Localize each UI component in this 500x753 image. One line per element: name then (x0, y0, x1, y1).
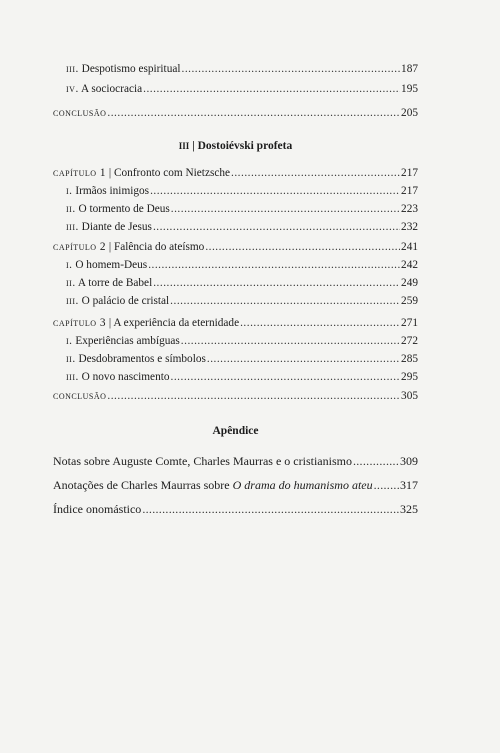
dot-leader (153, 220, 400, 235)
section-title: O palácio de cristal (81, 295, 170, 307)
page-number: 325 (400, 502, 418, 516)
toc-entry[interactable] (53, 202, 418, 217)
page-number: 285 (401, 353, 418, 365)
appendix-heading: Apêndice (212, 425, 259, 437)
page-number: 195 (401, 83, 418, 95)
dot-leader (353, 453, 399, 469)
toc-entry[interactable] (53, 184, 418, 199)
dot-leader (142, 501, 399, 517)
toc-entry[interactable] (53, 334, 418, 349)
dot-leader (207, 352, 400, 367)
section-numeral: iii. (66, 371, 79, 383)
part-heading (53, 140, 418, 152)
dot-leader (170, 294, 400, 309)
section-title: Irmãos inimigos (75, 185, 150, 197)
toc-entry[interactable] (53, 453, 418, 469)
chapter-label: capítulo 1 (53, 167, 107, 179)
dot-leader (181, 334, 400, 349)
dot-leader (231, 166, 400, 181)
chapter-entry[interactable]: capítulo 2 | Falência do ateísmo ..... 241 (53, 240, 418, 255)
toc-entry[interactable] (53, 106, 418, 121)
section-title: Experiências ambíguas (75, 335, 180, 347)
chapter-title: Falência do ateísmo (113, 241, 205, 253)
part-ii-sections (53, 62, 418, 97)
chapter-entry[interactable]: capítulo 3 | A experiência da eternidade ..... 271 (53, 316, 418, 331)
page-number: 249 (401, 277, 418, 289)
section-title: A torre de Babel (77, 277, 153, 289)
dot-leader (182, 62, 401, 77)
section-numeral: iii. (66, 63, 79, 75)
section-title: Despotismo espiritual (81, 63, 181, 75)
entry-title: Índice onomástico (53, 502, 142, 516)
section-title: O homem-Deus (75, 259, 148, 271)
page-number: 232 (401, 221, 418, 233)
section-numeral: iv. (66, 83, 79, 95)
conclusion-label: conclusão (53, 107, 107, 119)
page-number: 217 (401, 185, 418, 197)
section-numeral: i. (66, 185, 73, 197)
dot-leader (107, 389, 400, 404)
toc-entry[interactable] (53, 294, 418, 309)
toc-entry[interactable] (53, 352, 418, 367)
part-separator: | (192, 140, 195, 152)
dot-leader (240, 316, 400, 331)
toc-entry[interactable] (53, 62, 418, 77)
toc-entry[interactable] (53, 501, 418, 517)
entry-title-italic: O drama do humanismo ateu (232, 478, 373, 492)
dot-leader (171, 370, 401, 385)
part-numeral: III (178, 141, 190, 151)
chapter-title: A experiência da eternidade (113, 317, 240, 329)
dot-leader (205, 240, 400, 255)
part-ii-conclusion (53, 106, 418, 121)
toc-entry[interactable] (53, 258, 418, 273)
page-number: 271 (401, 317, 418, 329)
section-numeral: iii. (66, 221, 79, 233)
chapter-entry[interactable]: capítulo 1 | Confronto com Nietzsche ..... 217 (53, 166, 418, 181)
dot-leader (148, 258, 400, 273)
section-numeral: i. (66, 335, 73, 347)
toc-entry[interactable] (53, 82, 418, 97)
toc-entry[interactable] (53, 370, 418, 385)
page-number: 305 (401, 390, 418, 402)
page-number: 242 (401, 259, 418, 271)
page-number: 272 (401, 335, 418, 347)
page-number: 309 (400, 454, 418, 468)
section-numeral: ii. (66, 203, 76, 215)
toc-entry[interactable] (53, 276, 418, 291)
section-title: Desdobramentos e símbolos (78, 353, 206, 365)
appendix-entries (53, 453, 418, 517)
chapter-block (53, 316, 418, 385)
chapter-label: capítulo 2 (53, 241, 107, 253)
chapter-block (53, 166, 418, 235)
toc-entry[interactable] (53, 477, 418, 493)
part-iii-conclusion (53, 389, 418, 404)
section-title: Diante de Jesus (81, 221, 152, 233)
dot-leader (171, 202, 400, 217)
section-numeral: i. (66, 259, 73, 271)
section-numeral: ii. (66, 277, 76, 289)
toc-entry[interactable] (53, 220, 418, 235)
chapter-block (53, 240, 418, 309)
dot-leader (143, 82, 400, 97)
entry-title: Anotações de Charles Maurras sobre (53, 478, 233, 492)
section-numeral: ii. (66, 353, 76, 365)
part-title: Dostoiévski profeta (197, 140, 293, 152)
page-number: 241 (401, 241, 418, 253)
conclusion-label: conclusão (53, 390, 107, 402)
dot-leader (107, 106, 400, 121)
page-number: 295 (401, 371, 418, 383)
page-number: 187 (401, 63, 418, 75)
page-number: 223 (401, 203, 418, 215)
entry-title: Notas sobre Auguste Comte, Charles Maurras e o cristianismo (53, 454, 352, 468)
dot-leader (150, 184, 400, 199)
page-number: 205 (401, 107, 418, 119)
dot-leader (153, 276, 400, 291)
page-number: 217 (401, 167, 418, 179)
section-title: O novo nascimento (81, 371, 170, 383)
section-numeral: iii. (66, 295, 79, 307)
section-title: A sociocracia (80, 83, 143, 95)
section-title: O tormento de Deus (78, 203, 170, 215)
chapter-title: Confronto com Nietzsche (113, 167, 231, 179)
page-number: 317 (400, 478, 418, 492)
toc-entry[interactable] (53, 389, 418, 404)
dot-leader (374, 477, 399, 493)
page-number: 259 (401, 295, 418, 307)
chapter-label: capítulo 3 (53, 317, 107, 329)
